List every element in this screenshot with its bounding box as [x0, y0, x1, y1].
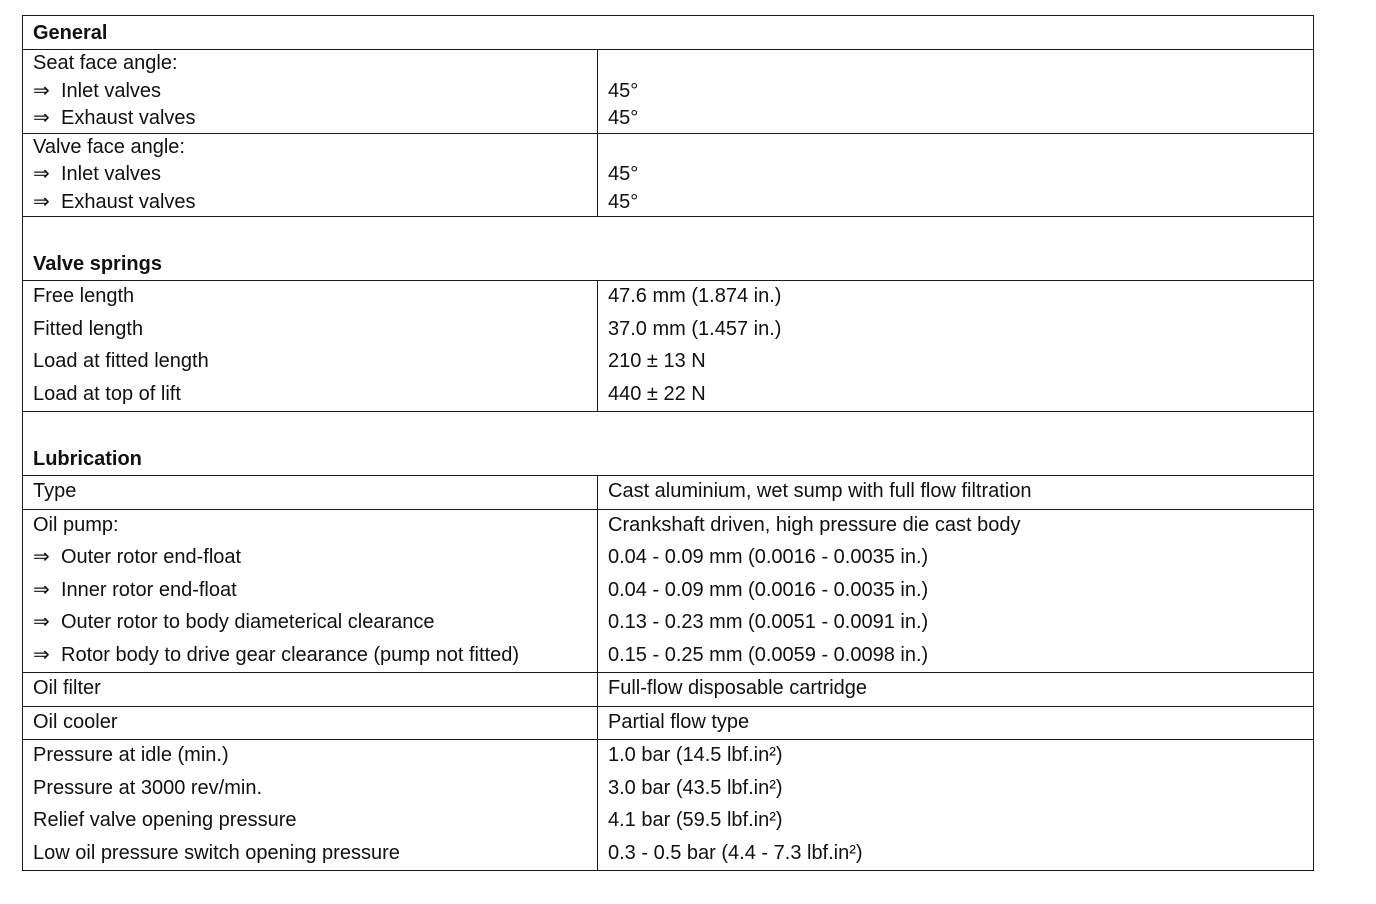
pressure-value: 3.0 bar (43.5 lbf.in²) — [608, 776, 783, 799]
valve-inlet-value: 45° — [608, 163, 639, 185]
spring-label: Load at fitted length — [33, 350, 209, 372]
valve-springs-rows — [22, 280, 1314, 411]
oil-cooler-value: Partial flow type — [608, 710, 750, 733]
pump-item-label: Outer rotor to body diameterical clearance — [61, 611, 435, 633]
spring-value: 37.0 mm (1.457 in.) — [608, 317, 782, 340]
seat-face-title: Seat face angle: — [33, 52, 178, 74]
pressure-label: Low oil pressure switch opening pressure — [33, 841, 400, 864]
pump-item-value: 0.15 - 0.25 mm (0.0059 - 0.0098 in.) — [608, 643, 929, 666]
seat-exhaust-label: Exhaust valves — [61, 107, 196, 129]
pump-item-value: 0.04 - 0.09 mm (0.0016 - 0.0035 in.) — [608, 578, 929, 601]
seat-exhaust-value: 45° — [608, 107, 639, 129]
oil-filter-row — [22, 672, 1314, 706]
oil-pressure-rows — [22, 739, 1314, 871]
type-label: Type — [33, 480, 77, 502]
spec-table — [22, 15, 1314, 871]
valve-inlet-label: Inlet valves — [61, 163, 162, 185]
seat-inlet-label: Inlet valves — [61, 79, 162, 102]
spring-label: Free length — [33, 285, 135, 307]
pressure-value: 1.0 bar (14.5 lbf.in²) — [608, 744, 783, 766]
valve-face-angle-row — [22, 133, 1314, 217]
valve-exhaust-value: 45° — [608, 190, 639, 213]
arrow-icon: ⇒ — [33, 190, 50, 213]
arrow-icon: ⇒ — [33, 578, 50, 601]
arrow-icon: ⇒ — [33, 546, 50, 568]
arrow-icon: ⇒ — [33, 643, 50, 666]
pressure-value: 0.3 - 0.5 bar (4.4 - 7.3 lbf.in²) — [608, 841, 863, 864]
spring-label: Load at top of lift — [33, 382, 181, 405]
section-heading-general: General — [22, 15, 1314, 49]
section-heading-valve-springs: Valve springs — [22, 216, 1314, 280]
spring-value: 47.6 mm (1.874 in.) — [608, 285, 782, 307]
pump-item-label: Inner rotor end-float — [61, 578, 237, 601]
arrow-icon: ⇒ — [33, 79, 50, 102]
arrow-icon: ⇒ — [33, 611, 50, 633]
oil-pump-value: Crankshaft driven, high pressure die cast body — [608, 513, 1021, 536]
spring-value: 440 ± 22 N — [608, 382, 706, 405]
oil-cooler-label: Oil cooler — [33, 710, 118, 733]
section-heading-lubrication: Lubrication — [22, 411, 1314, 475]
oil-filter-label: Oil filter — [33, 677, 101, 699]
pressure-label: Pressure at idle (min.) — [33, 744, 229, 766]
pump-item-value: 0.04 - 0.09 mm (0.0016 - 0.0035 in.) — [608, 546, 929, 568]
pressure-label: Relief valve opening pressure — [33, 809, 297, 831]
seat-inlet-value: 45° — [608, 79, 639, 102]
valve-exhaust-label: Exhaust valves — [61, 190, 196, 213]
valve-face-title: Valve face angle: — [33, 135, 185, 158]
arrow-icon: ⇒ — [33, 163, 50, 185]
pressure-value: 4.1 bar (59.5 lbf.in²) — [608, 809, 783, 831]
arrow-icon: ⇒ — [33, 107, 50, 129]
pump-item-label: Outer rotor end-float — [61, 546, 242, 568]
spring-value: 210 ± 13 N — [608, 350, 706, 372]
lubrication-type-row — [22, 475, 1314, 509]
oil-filter-value: Full-flow disposable cartridge — [608, 677, 868, 699]
oil-pump-row — [22, 509, 1314, 673]
pump-item-value: 0.13 - 0.23 mm (0.0051 - 0.0091 in.) — [608, 611, 929, 633]
seat-face-angle-row — [22, 49, 1314, 133]
pressure-label: Pressure at 3000 rev/min. — [33, 776, 262, 799]
spring-label: Fitted length — [33, 317, 144, 340]
pump-item-label: Rotor body to drive gear clearance (pump not fitted) — [61, 643, 520, 666]
type-value: Cast aluminium, wet sump with full flow filtration — [608, 480, 1032, 502]
oil-pump-label: Oil pump: — [33, 513, 119, 536]
oil-cooler-row — [22, 706, 1314, 740]
